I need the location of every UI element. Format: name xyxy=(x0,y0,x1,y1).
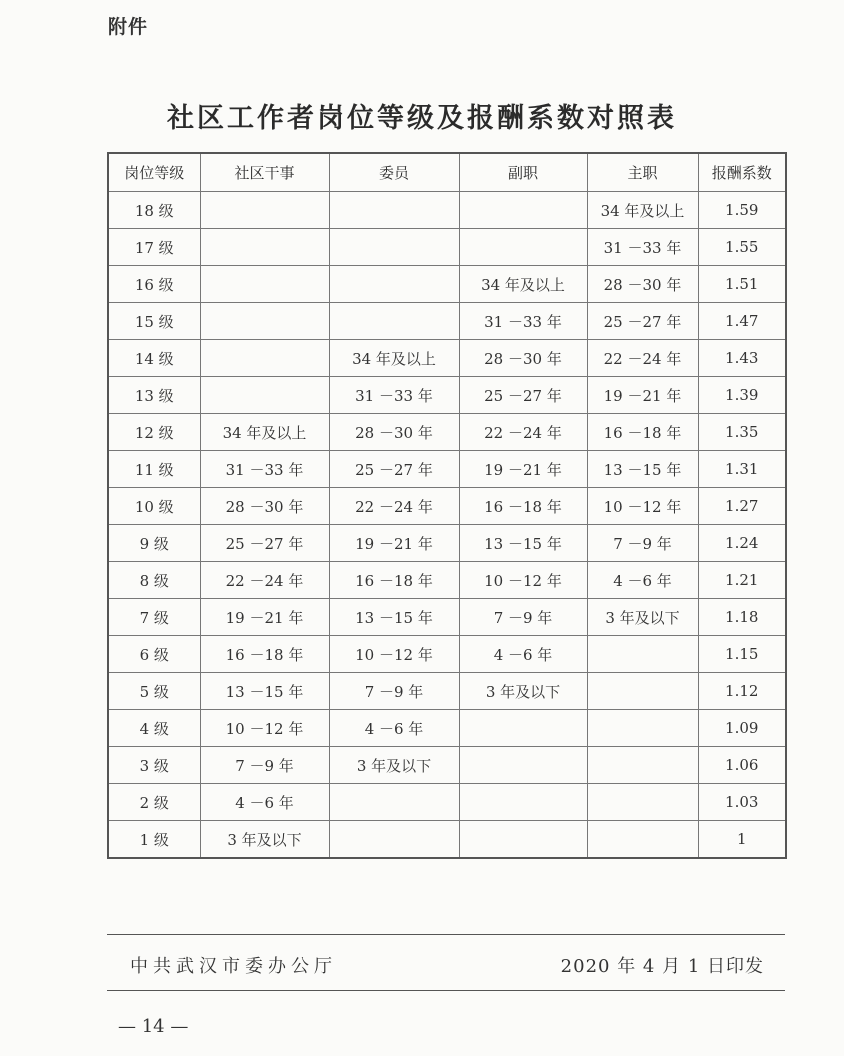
table-row xyxy=(108,636,786,673)
issue-date-text: 2020 年 4 月 1 日印发 xyxy=(560,956,764,977)
principal-cell xyxy=(587,710,698,747)
issuer-text: 中共武汉市委办公厅 xyxy=(130,956,337,977)
coefficient-cell: 1.35 xyxy=(698,414,786,451)
community-officer-cell: 34 年及以上 xyxy=(200,414,329,451)
deputy-cell: 22 －24 年 xyxy=(459,414,587,451)
principal-cell xyxy=(587,636,698,673)
principal-cell xyxy=(587,784,698,821)
coefficient-cell: 1 xyxy=(698,821,786,859)
grade-cell: 15 级 xyxy=(108,303,200,340)
community-officer-cell: 7 －9 年 xyxy=(200,747,329,784)
coefficient-cell: 1.39 xyxy=(698,377,786,414)
table-row xyxy=(108,599,786,636)
deputy-cell: 16 －18 年 xyxy=(459,488,587,525)
grade-cell: 16 级 xyxy=(108,266,200,303)
table-row xyxy=(108,821,786,859)
header-grade: 岗位等级 xyxy=(108,153,200,192)
deputy-cell xyxy=(459,821,587,859)
coefficient-cell: 1.31 xyxy=(698,451,786,488)
grade-cell: 1 级 xyxy=(108,821,200,859)
principal-cell: 28 －30 年 xyxy=(587,266,698,303)
footer-bottom-rule xyxy=(107,990,785,991)
community-officer-cell: 19 －21 年 xyxy=(200,599,329,636)
table-row xyxy=(108,747,786,784)
member-cell: 34 年及以上 xyxy=(329,340,459,377)
member-cell xyxy=(329,266,459,303)
document-title: 社区工作者岗位等级及报酬系数对照表 xyxy=(167,103,677,134)
grade-cell: 12 级 xyxy=(108,414,200,451)
principal-cell: 16 －18 年 xyxy=(587,414,698,451)
community-officer-cell: 31 －33 年 xyxy=(200,451,329,488)
coefficient-cell: 1.47 xyxy=(698,303,786,340)
principal-cell: 7 －9 年 xyxy=(587,525,698,562)
table-row xyxy=(108,266,786,303)
grade-cell: 18 级 xyxy=(108,192,200,229)
deputy-cell: 3 年及以下 xyxy=(459,673,587,710)
deputy-cell: 19 －21 年 xyxy=(459,451,587,488)
community-officer-cell xyxy=(200,303,329,340)
community-officer-cell: 3 年及以下 xyxy=(200,821,329,859)
principal-cell: 31 －33 年 xyxy=(587,229,698,266)
header-member: 委员 xyxy=(329,153,459,192)
table-row xyxy=(108,562,786,599)
grade-cell: 17 级 xyxy=(108,229,200,266)
table-row xyxy=(108,192,786,229)
member-cell: 10 －12 年 xyxy=(329,636,459,673)
coefficient-cell: 1.55 xyxy=(698,229,786,266)
deputy-cell: 34 年及以上 xyxy=(459,266,587,303)
principal-cell: 25 －27 年 xyxy=(587,303,698,340)
member-cell xyxy=(329,192,459,229)
table-row xyxy=(108,414,786,451)
coefficient-cell: 1.27 xyxy=(698,488,786,525)
grade-cell: 4 级 xyxy=(108,710,200,747)
member-cell xyxy=(329,229,459,266)
community-officer-cell: 28 －30 年 xyxy=(200,488,329,525)
table-row xyxy=(108,488,786,525)
community-officer-cell xyxy=(200,340,329,377)
principal-cell: 34 年及以上 xyxy=(587,192,698,229)
deputy-cell xyxy=(459,229,587,266)
deputy-cell xyxy=(459,747,587,784)
grade-cell: 13 级 xyxy=(108,377,200,414)
coefficient-cell: 1.18 xyxy=(698,599,786,636)
table-header-row xyxy=(108,153,786,192)
deputy-cell: 31 －33 年 xyxy=(459,303,587,340)
member-cell: 19 －21 年 xyxy=(329,525,459,562)
table-row xyxy=(108,340,786,377)
header-deputy: 副职 xyxy=(459,153,587,192)
community-officer-cell: 25 －27 年 xyxy=(200,525,329,562)
table-row xyxy=(108,377,786,414)
member-cell: 28 －30 年 xyxy=(329,414,459,451)
grade-cell: 2 级 xyxy=(108,784,200,821)
grade-cell: 14 级 xyxy=(108,340,200,377)
table-body xyxy=(108,192,786,859)
deputy-cell: 4 －6 年 xyxy=(459,636,587,673)
coefficient-cell: 1.21 xyxy=(698,562,786,599)
header-community-officer: 社区干事 xyxy=(200,153,329,192)
coefficient-cell: 1.06 xyxy=(698,747,786,784)
attachment-label: 附件 xyxy=(108,16,149,38)
member-cell: 22 －24 年 xyxy=(329,488,459,525)
community-officer-cell xyxy=(200,192,329,229)
grade-cell: 9 级 xyxy=(108,525,200,562)
coefficient-cell: 1.12 xyxy=(698,673,786,710)
page-number: — 14 — xyxy=(118,1016,189,1037)
member-cell xyxy=(329,821,459,859)
deputy-cell: 10 －12 年 xyxy=(459,562,587,599)
member-cell: 25 －27 年 xyxy=(329,451,459,488)
grade-cell: 11 级 xyxy=(108,451,200,488)
principal-cell: 22 －24 年 xyxy=(587,340,698,377)
coefficient-cell: 1.59 xyxy=(698,192,786,229)
deputy-cell: 28 －30 年 xyxy=(459,340,587,377)
coefficient-cell: 1.24 xyxy=(698,525,786,562)
deputy-cell xyxy=(459,192,587,229)
header-pay-coefficient: 报酬系数 xyxy=(698,153,786,192)
deputy-cell xyxy=(459,784,587,821)
grade-cell: 10 级 xyxy=(108,488,200,525)
table-row xyxy=(108,710,786,747)
member-cell: 7 －9 年 xyxy=(329,673,459,710)
coefficient-cell: 1.43 xyxy=(698,340,786,377)
principal-cell xyxy=(587,747,698,784)
principal-cell: 4 －6 年 xyxy=(587,562,698,599)
member-cell: 16 －18 年 xyxy=(329,562,459,599)
principal-cell: 10 －12 年 xyxy=(587,488,698,525)
member-cell xyxy=(329,784,459,821)
deputy-cell xyxy=(459,710,587,747)
member-cell: 31 －33 年 xyxy=(329,377,459,414)
footer-top-rule xyxy=(107,934,785,935)
table-row xyxy=(108,451,786,488)
header-principal: 主职 xyxy=(587,153,698,192)
member-cell: 13 －15 年 xyxy=(329,599,459,636)
grade-cell: 6 级 xyxy=(108,636,200,673)
community-officer-cell xyxy=(200,229,329,266)
coefficient-cell: 1.03 xyxy=(698,784,786,821)
grade-coefficient-table xyxy=(107,152,787,859)
community-officer-cell: 10 －12 年 xyxy=(200,710,329,747)
principal-cell xyxy=(587,673,698,710)
principal-cell: 19 －21 年 xyxy=(587,377,698,414)
coefficient-cell: 1.15 xyxy=(698,636,786,673)
community-officer-cell xyxy=(200,266,329,303)
member-cell: 3 年及以下 xyxy=(329,747,459,784)
deputy-cell: 25 －27 年 xyxy=(459,377,587,414)
principal-cell: 3 年及以下 xyxy=(587,599,698,636)
principal-cell: 13 －15 年 xyxy=(587,451,698,488)
table-row xyxy=(108,229,786,266)
community-officer-cell xyxy=(200,377,329,414)
principal-cell xyxy=(587,821,698,859)
coefficient-cell: 1.09 xyxy=(698,710,786,747)
grade-cell: 5 级 xyxy=(108,673,200,710)
grade-cell: 8 级 xyxy=(108,562,200,599)
grade-cell: 3 级 xyxy=(108,747,200,784)
table-row xyxy=(108,303,786,340)
member-cell xyxy=(329,303,459,340)
coefficient-cell: 1.51 xyxy=(698,266,786,303)
community-officer-cell: 13 －15 年 xyxy=(200,673,329,710)
table-row xyxy=(108,784,786,821)
grade-cell: 7 级 xyxy=(108,599,200,636)
community-officer-cell: 16 －18 年 xyxy=(200,636,329,673)
table-row xyxy=(108,673,786,710)
member-cell: 4 －6 年 xyxy=(329,710,459,747)
table-row xyxy=(108,525,786,562)
community-officer-cell: 22 －24 年 xyxy=(200,562,329,599)
deputy-cell: 13 －15 年 xyxy=(459,525,587,562)
deputy-cell: 7 －9 年 xyxy=(459,599,587,636)
community-officer-cell: 4 －6 年 xyxy=(200,784,329,821)
